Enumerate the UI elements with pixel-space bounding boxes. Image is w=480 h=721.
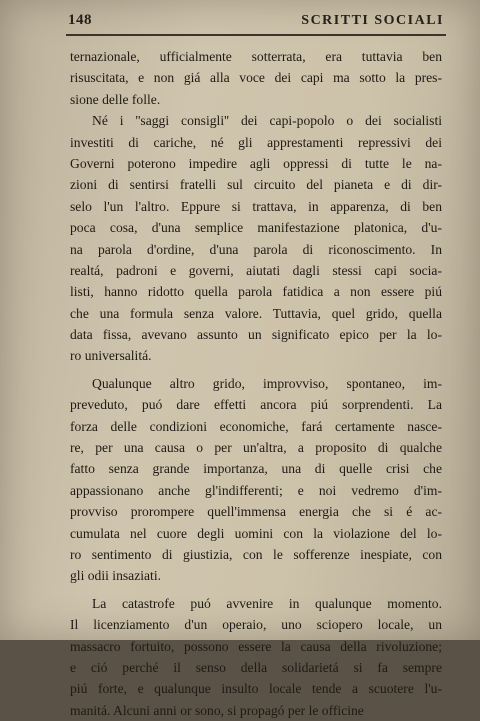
text-line: re, per una causa o per un'altra, a proposito di qualche xyxy=(70,440,442,456)
text-line: investiti di cariche, né gli apprestamenti repressivi dei xyxy=(70,134,442,150)
text-line: gli odii insaziati. xyxy=(70,568,161,584)
text-line: Qualunque altro grido, improvviso, spontaneo, im- xyxy=(92,375,442,391)
paragraph xyxy=(70,593,442,721)
text-line: La catastrofe puó avvenire in qualunque momento. xyxy=(92,595,442,611)
paragraph xyxy=(70,110,442,367)
text-line: data fissa, avevano assunto un significato epico per la lo- xyxy=(70,327,442,343)
text-line: e ció perché il senso della solidarietá si fa sempre xyxy=(70,659,442,675)
text-line: Governi poterono impedire agli oppressi di tutte le na- xyxy=(70,155,442,171)
text-line: risuscitata, e non giá alla voce dei capi ma sotto la pres- xyxy=(70,70,442,86)
text-line: provviso prorompere quell'immensa energia che si é ac- xyxy=(70,504,442,520)
page-header xyxy=(68,10,444,32)
paragraph xyxy=(70,373,442,587)
text-line: selo l'un l'altro. Eppure si trattava, in apparenza, di ben xyxy=(70,198,442,214)
text-line: realtá, padroni e governi, aiutati dagli stessi capi socia- xyxy=(70,262,442,278)
text-line: sione delle folle. xyxy=(70,91,161,107)
text-line: na parola d'ordine, d'una parola di riconoscimento. In xyxy=(70,241,442,257)
text-line: forza delle condizioni economiche, fará certamente nasce- xyxy=(70,418,442,434)
text-line: zioni di sentirsi fratelli sul circuito del pianeta e di dir- xyxy=(70,177,442,193)
text-line: Né i ''saggi consigli'' dei capi-popolo o dei socialisti xyxy=(92,113,442,129)
text-line: appassionano anche gl'indifferenti; e noi vedremo d'im- xyxy=(70,482,442,498)
text-line: piú forte, e qualunque insulto locale tende a scuotere l'u- xyxy=(70,681,442,697)
text-line: fatto senza grande importanza, una di quelle crisi che xyxy=(70,461,442,477)
text-line: listi, hanno ridotto quella parola fatidica a non essere piú xyxy=(70,284,442,300)
text-line: manitá. Alcuni anni or sono, si propagó per le officine xyxy=(70,702,364,718)
text-line: massacro fortuito, possono essere la causa della rivoluzione; xyxy=(70,638,442,654)
text-line: preveduto, puó dare effetti ancora piú sorprendenti. La xyxy=(70,397,442,413)
paragraph xyxy=(70,46,442,110)
page-number: 148 xyxy=(68,12,92,28)
body-text xyxy=(70,46,442,721)
running-head: SCRITTI SOCIALI xyxy=(301,13,444,28)
text-line: cumulata nel cuore degli uomini con la violazione del lo- xyxy=(70,525,442,541)
text-line: poca cosa, d'una semplice manifestazione platonica, d'u- xyxy=(70,220,442,236)
text-line: ternazionale, ufficialmente sotterrata, era tuttavia ben xyxy=(70,49,442,64)
header-rule xyxy=(66,34,446,36)
text-line: ro sentimento di giustizia, con le sofferenze inespiate, con xyxy=(70,546,442,562)
text-line: Il licenziamento d'un operaio, uno sciopero locale, un xyxy=(70,617,442,633)
text-line: che una formula senza valore. Tuttavia, quel grido, quella xyxy=(70,305,442,321)
text-line: ro universalitá. xyxy=(70,348,152,364)
